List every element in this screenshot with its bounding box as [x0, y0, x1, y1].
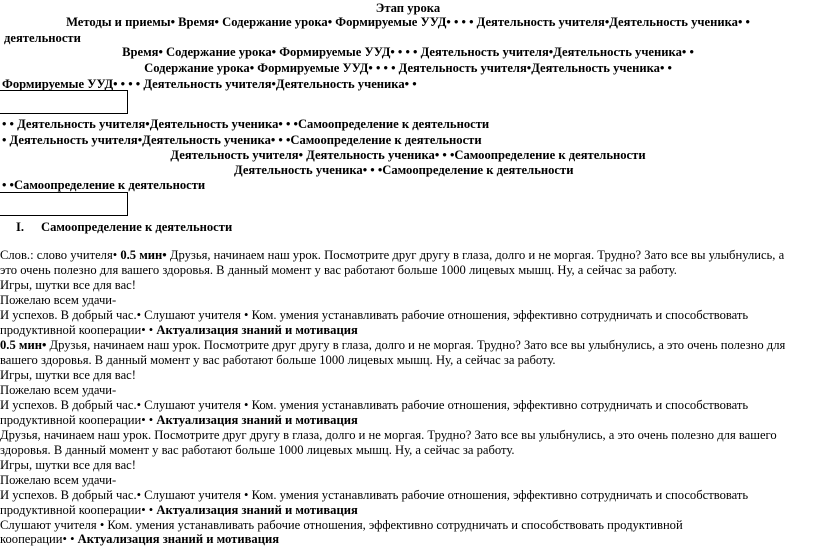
body-line-10: Пожелаю всем удачи- — [0, 383, 117, 397]
body-line-5: И успехов. В добрый час.• Слушают учителя • Ком. умения устанавливать рабочие отношения, эффективно сотрудничать и способствовать — [0, 308, 749, 322]
body-line-3: Игры, шутки все для вас! — [0, 278, 136, 292]
subheading-actualization: Актуализация знаний и мотивация — [156, 503, 358, 517]
body-line-9: Игры, шутки все для вас! — [0, 368, 136, 382]
body-line-20-a: кооперации• • — [0, 532, 78, 546]
header-row-3: Содержание урока• Формируемые УУД• • • • Деятельность учителя•Деятельность ученика• • — [144, 61, 672, 75]
body-line-4: Пожелаю всем удачи- — [0, 293, 117, 307]
body-line-17: И успехов. В добрый час.• Слушают учителя • Ком. умения устанавливать рабочие отношения, эффективно сотрудничать и способствовать — [0, 488, 749, 502]
body-line-6 — [0, 322, 358, 338]
time-label: 0.5 мин• — [120, 248, 167, 262]
stage-title: Этап урока — [375, 1, 441, 15]
middle-row-5: • •Самоопределение к деятельности — [2, 178, 206, 192]
body-line-1 — [0, 247, 784, 263]
body-line-8: вашего здоровья. В данный момент у вас работают больше 1000 лицевых мышц. Ну, а сейчас за работу. — [0, 353, 556, 367]
body-line-20 — [0, 531, 279, 547]
middle-row-2: • Деятельность учителя•Деятельность ученика• • •Самоопределение к деятельности — [2, 133, 482, 147]
empty-table-cell-1 — [0, 90, 128, 114]
body-line-12 — [0, 412, 358, 428]
body-line-14: здоровья. В данный момент у вас работают больше 1000 лицевых мышц. Ну, а сейчас за работу. — [0, 443, 515, 457]
section-title: Самоопределение к деятельности — [41, 220, 233, 234]
body-line-7 — [0, 337, 785, 353]
body-line-13: Друзья, начинаем наш урок. Посмотрите друг другу в глаза, долго и не моргая. Трудно? Зато все вы улыбнулись, а это очень полезно для вашего — [0, 428, 777, 442]
body-line-16: Пожелаю всем удачи- — [0, 473, 117, 487]
header-row-1: Методы и приемы• Время• Содержание урока• Формируемые УУД• • • • Деятельность учителя•Деятельность ученика• • — [66, 15, 750, 29]
body-line-12-a: продуктивной кооперации• • — [0, 413, 157, 427]
body-line-18-a: продуктивной кооперации• • — [0, 503, 157, 517]
header-row-1-wrap: деятельности — [4, 31, 81, 45]
body-line-7-b: Друзья, начинаем наш урок. Посмотрите друг другу в глаза, долго и не моргая. Трудно? Зато все вы улыбнулись, а это очень полезно для — [46, 338, 786, 352]
body-line-19: Слушают учителя • Ком. умения устанавливать рабочие отношения, эффективно сотрудничать и способствовать продуктивной — [0, 518, 683, 532]
body-line-18 — [0, 502, 358, 518]
subheading-actualization: Актуализация знаний и мотивация — [156, 323, 358, 337]
body-line-15: Игры, шутки все для вас! — [0, 458, 136, 472]
body-line-6-a: продуктивной кооперации• • — [0, 323, 157, 337]
middle-row-4: Деятельность ученика• • •Самоопределение к деятельности — [234, 163, 574, 177]
body-line-11: И успехов. В добрый час.• Слушают учителя • Ком. умения устанавливать рабочие отношения, эффективно сотрудничать и способствовать — [0, 398, 749, 412]
section-number: I. — [16, 220, 25, 234]
empty-table-cell-2 — [0, 192, 128, 216]
middle-row-3: Деятельность учителя• Деятельность ученика• • •Самоопределение к деятельности — [170, 148, 646, 162]
header-row-2: Время• Содержание урока• Формируемые УУД• • • • Деятельность учителя•Деятельность ученика• • — [122, 45, 694, 59]
body-line-2: это очень полезно для вашего здоровья. В данный момент у вас работают больше 1000 лицевых мышц. Ну, а сейчас за работу. — [0, 263, 677, 277]
body-line-1-a: Слов.: слово учителя• — [0, 248, 121, 262]
subheading-actualization: Актуализация знаний и мотивация — [156, 413, 358, 427]
header-row-4: Формируемые УУД• • • • Деятельность учителя•Деятельность ученика• • — [2, 77, 417, 91]
body-line-1-c: Друзья, начинаем наш урок. Посмотрите друг другу в глаза, долго и не моргая. Трудно? Зато все вы улыбнулись, а — [166, 248, 785, 262]
middle-row-1: • • Деятельность учителя•Деятельность ученика• • •Самоопределение к деятельности — [2, 117, 490, 131]
subheading-actualization: Актуализация знаний и мотивация — [77, 532, 280, 546]
time-label: 0.5 мин• — [0, 338, 47, 352]
